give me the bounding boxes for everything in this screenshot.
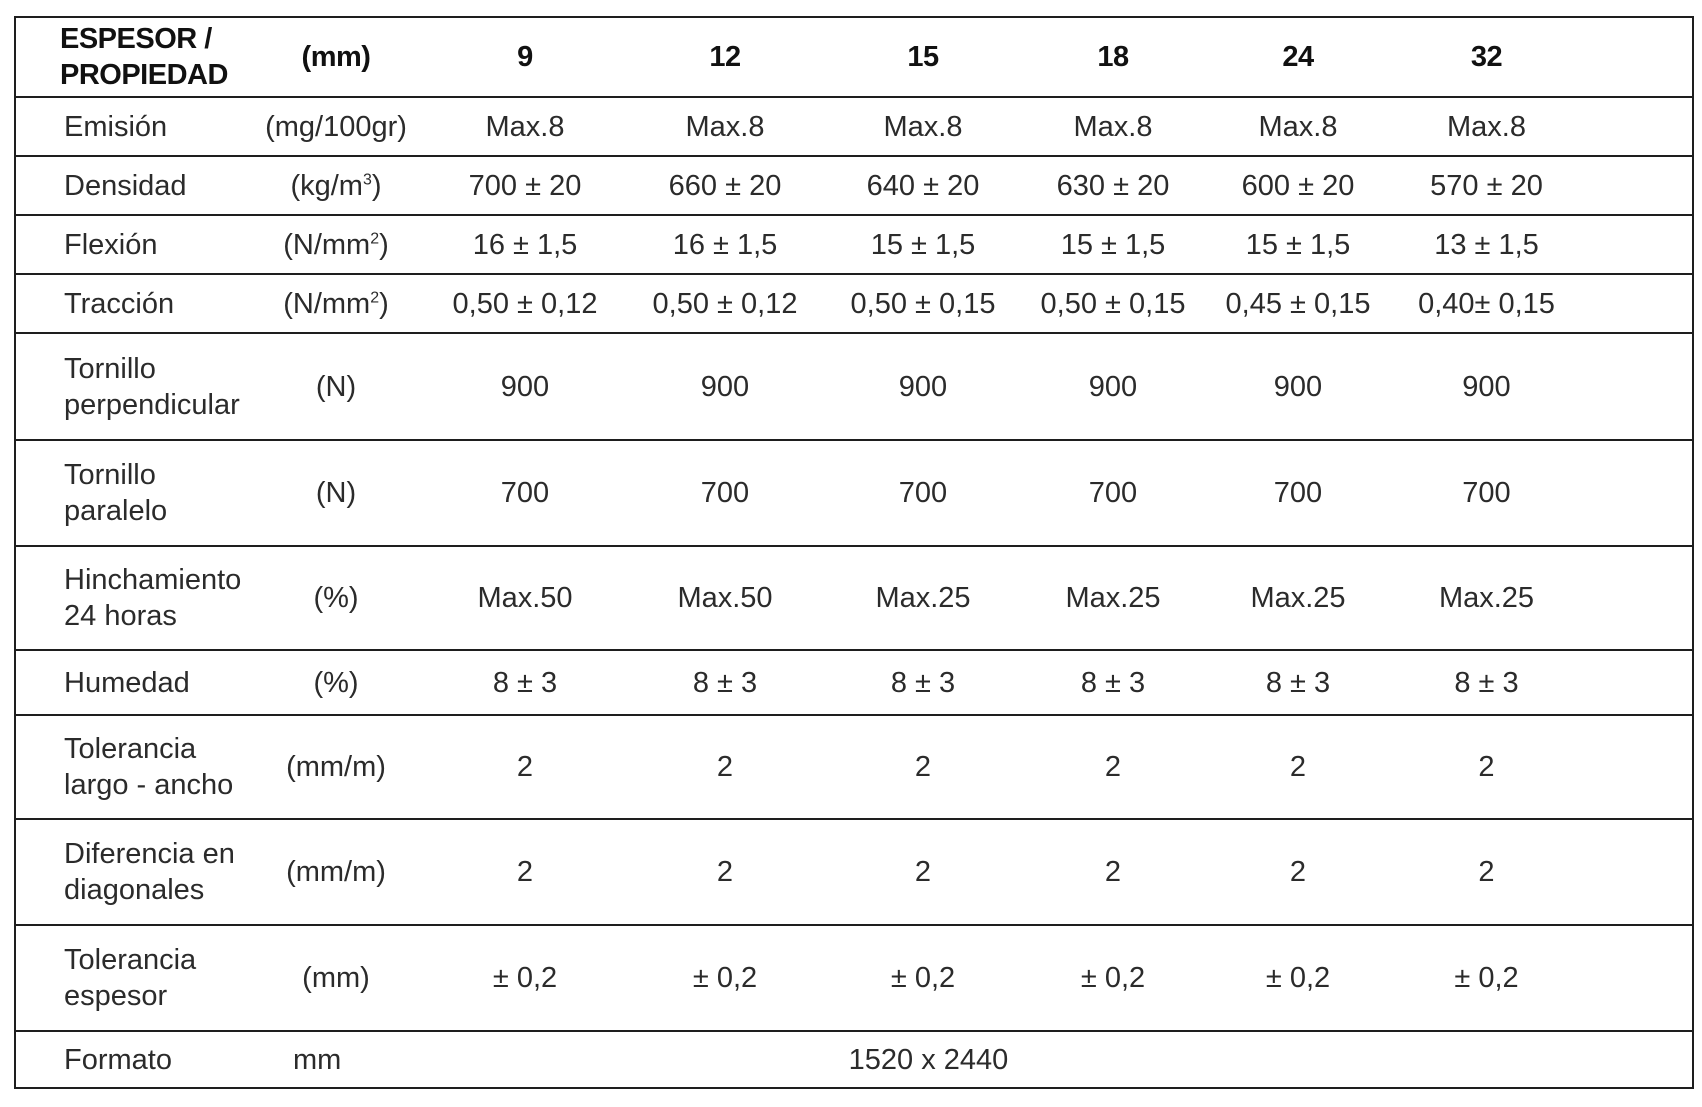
row-property-name-line2: perpendicular [64, 388, 240, 421]
row-property-name-line1: Tolerancia [64, 733, 197, 765]
row-value: ± 0,2 [825, 925, 1021, 1031]
unit-base: (N/mm [283, 287, 371, 320]
row-property-name [15, 925, 247, 1031]
row-value: 570 ± 20 [1391, 156, 1693, 215]
row-property-name [15, 715, 247, 819]
row-value: 630 ± 20 [1021, 156, 1205, 215]
row-property-name-line2: paralelo [64, 495, 168, 527]
unit-end: ) [379, 228, 389, 261]
row-value: 0,45 ± 0,15 [1205, 274, 1391, 333]
row-value: 8 ± 3 [425, 650, 625, 715]
table-row-tornillo-paralelo [15, 440, 1693, 546]
row-value: ± 0,2 [1205, 925, 1391, 1031]
row-value: ± 0,2 [625, 925, 825, 1031]
row-value: 0,50 ± 0,15 [1021, 274, 1205, 333]
row-value: 700 [1391, 440, 1693, 546]
row-value: 700 [825, 440, 1021, 546]
row-value: Max.8 [1391, 97, 1693, 156]
header-unit-cell: (mm) [247, 17, 425, 97]
row-unit: (mg/100gr) [247, 97, 425, 156]
table-row-tolerancia-largo-ancho [15, 715, 1693, 819]
row-unit: (%) [247, 546, 425, 650]
unit-end: ) [379, 287, 389, 320]
row-value: 8 ± 3 [1021, 650, 1205, 715]
header-thickness-24: 24 [1205, 17, 1391, 97]
row-value: 16 ± 1,5 [425, 215, 625, 274]
row-property-name-line1: Tolerancia [64, 944, 197, 976]
header-thickness-label: ESPESOR / [60, 23, 212, 55]
header-thickness-9: 9 [425, 17, 625, 97]
row-value: 900 [825, 333, 1021, 440]
row-property-name-line2: largo - ancho [64, 769, 234, 801]
row-property-name-line1: Hinchamiento [64, 564, 242, 596]
row-value: 2 [1021, 819, 1205, 925]
row-value: 2 [1205, 715, 1391, 819]
row-value: 900 [425, 333, 625, 440]
header-thickness-32: 32 [1391, 17, 1693, 97]
row-value: 15 ± 1,5 [825, 215, 1021, 274]
row-value: 2 [425, 819, 625, 925]
row-value: 2 [825, 715, 1021, 819]
row-property-name [15, 546, 247, 650]
row-value: 900 [1021, 333, 1205, 440]
row-value: 2 [625, 715, 825, 819]
row-property-name-line1: Tornillo [64, 352, 156, 385]
row-unit: (mm) [247, 925, 425, 1031]
row-value: Max.8 [1021, 97, 1205, 156]
row-value: 600 ± 20 [1205, 156, 1391, 215]
row-property-name: Formato [15, 1031, 247, 1088]
row-property-name-line2: diagonales [64, 874, 205, 906]
row-value: 0,50 ± 0,12 [425, 274, 625, 333]
unit-base: (N/mm [283, 228, 371, 261]
row-value: Max.8 [625, 97, 825, 156]
unit-base: (kg/m [290, 169, 363, 202]
table-row-tornillo-perpendicular [15, 333, 1693, 440]
row-value: Max.25 [1391, 546, 1693, 650]
row-value: 900 [1205, 333, 1391, 440]
row-value: 2 [625, 819, 825, 925]
row-value: 15 ± 1,5 [1021, 215, 1205, 274]
row-value: 16 ± 1,5 [625, 215, 825, 274]
row-property-name: Flexión [15, 215, 247, 274]
row-value: Max.8 [825, 97, 1021, 156]
row-unit [247, 274, 425, 333]
table-row-flexion [15, 215, 1693, 274]
row-value: 700 [1021, 440, 1205, 546]
row-unit: (mm/m) [247, 819, 425, 925]
row-value: Max.50 [425, 546, 625, 650]
row-value: Max.8 [1205, 97, 1391, 156]
row-value: Max.25 [1021, 546, 1205, 650]
row-value: 700 [1205, 440, 1391, 546]
table-row-traccion [15, 274, 1693, 333]
row-value: 0,40± 0,15 [1391, 274, 1693, 333]
table-header-row [15, 17, 1693, 97]
row-value: Max.50 [625, 546, 825, 650]
row-unit: (N) [247, 333, 425, 440]
row-value: 8 ± 3 [1205, 650, 1391, 715]
row-value: 2 [1205, 819, 1391, 925]
row-value: ± 0,2 [1391, 925, 1693, 1031]
row-value: ± 0,2 [425, 925, 625, 1031]
row-property-name: Humedad [15, 650, 247, 715]
unit-superscript: 2 [370, 229, 380, 247]
row-property-name [15, 333, 247, 440]
format-value: 1520 x 2440 [425, 1031, 1693, 1088]
row-property-name-line1: Diferencia en [64, 838, 235, 870]
header-thickness-15: 15 [825, 17, 1021, 97]
header-property-label: PROPIEDAD [60, 59, 228, 91]
row-property-name-line2: 24 horas [64, 600, 177, 632]
row-value: 700 [425, 440, 625, 546]
unit-superscript: 3 [362, 170, 372, 188]
row-property-name [15, 819, 247, 925]
table-row-diferencia-diagonales [15, 819, 1693, 925]
row-value: 640 ± 20 [825, 156, 1021, 215]
row-value: 700 [625, 440, 825, 546]
row-value: ± 0,2 [1021, 925, 1205, 1031]
row-value: 8 ± 3 [825, 650, 1021, 715]
header-property-cell [15, 17, 247, 97]
row-value: 2 [1021, 715, 1205, 819]
row-value: 0,50 ± 0,12 [625, 274, 825, 333]
row-value: Max.25 [1205, 546, 1391, 650]
row-value: 700 ± 20 [425, 156, 625, 215]
row-value: 13 ± 1,5 [1391, 215, 1693, 274]
table-row-densidad [15, 156, 1693, 215]
table-row-humedad [15, 650, 1693, 715]
row-unit [247, 156, 425, 215]
row-unit: (N) [247, 440, 425, 546]
row-property-name: Tracción [15, 274, 247, 333]
row-value: 660 ± 20 [625, 156, 825, 215]
row-unit [247, 215, 425, 274]
row-value: 0,50 ± 0,15 [825, 274, 1021, 333]
row-unit: mm [247, 1031, 425, 1088]
table-row-emision [15, 97, 1693, 156]
table-row-formato [15, 1031, 1693, 1088]
header-thickness-18: 18 [1021, 17, 1205, 97]
row-unit: (%) [247, 650, 425, 715]
unit-superscript: 2 [370, 288, 380, 306]
row-value: Max.25 [825, 546, 1021, 650]
row-value: 2 [825, 819, 1021, 925]
table-row-hinchamiento [15, 546, 1693, 650]
row-property-name: Densidad [15, 156, 247, 215]
table-row-tolerancia-espesor [15, 925, 1693, 1031]
row-value: 15 ± 1,5 [1205, 215, 1391, 274]
row-value: Max.8 [425, 97, 625, 156]
row-value: 2 [1391, 715, 1693, 819]
row-unit: (mm/m) [247, 715, 425, 819]
row-value: 900 [1391, 333, 1693, 440]
row-property-name-line1: Tornillo [64, 459, 156, 491]
row-value: 2 [1391, 819, 1693, 925]
row-value: 8 ± 3 [1391, 650, 1693, 715]
unit-end: ) [371, 169, 382, 202]
row-value: 2 [425, 715, 625, 819]
row-property-name: Emisión [15, 97, 247, 156]
specifications-table [14, 16, 1694, 1089]
row-property-name [15, 440, 247, 546]
header-thickness-12: 12 [625, 17, 825, 97]
row-value: 900 [625, 333, 825, 440]
row-property-name-line2: espesor [64, 980, 168, 1012]
row-value: 8 ± 3 [625, 650, 825, 715]
